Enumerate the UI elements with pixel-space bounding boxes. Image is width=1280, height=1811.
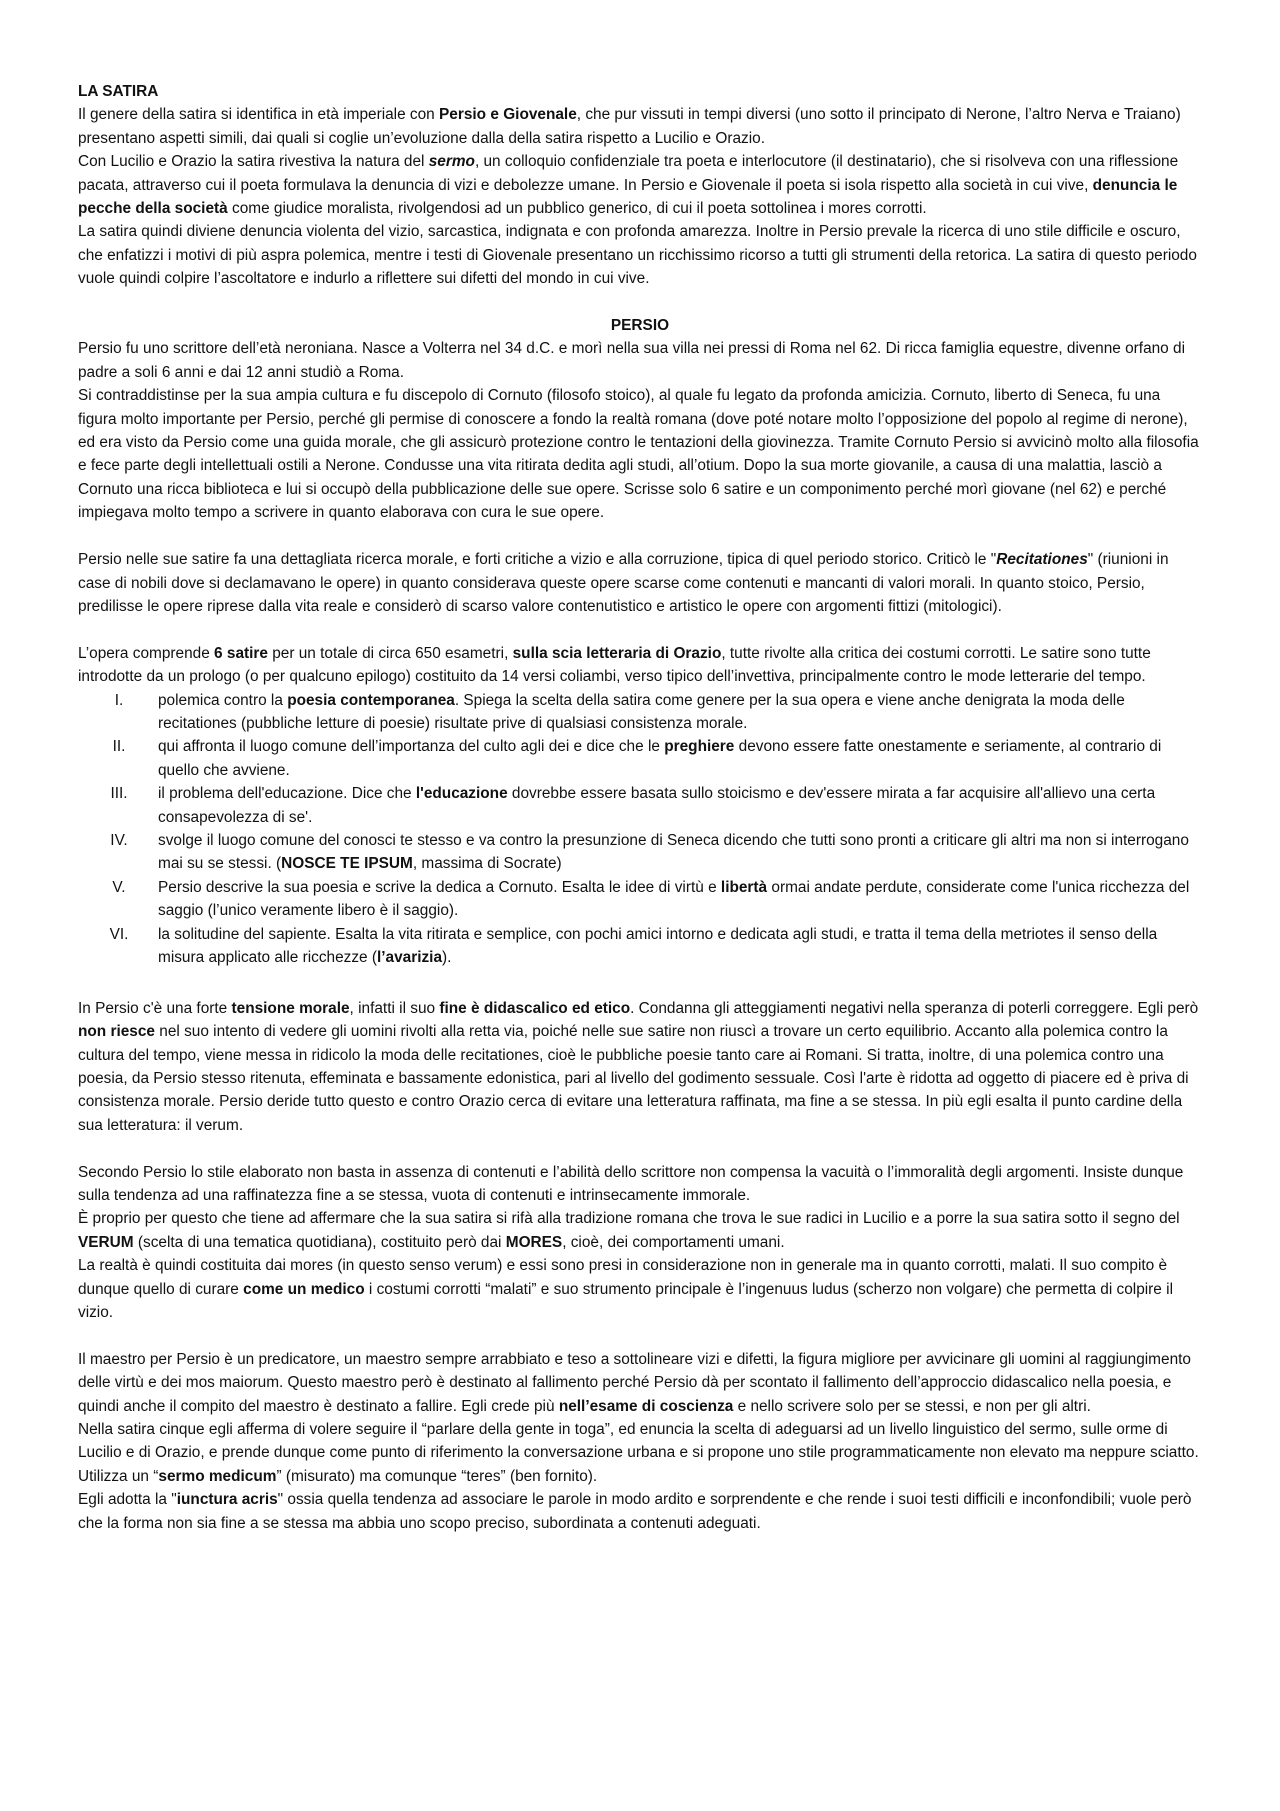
persio-paragraph-4: L’opera comprende 6 satire per un totale di circa 650 esametri, sulla scia letteraria di Orazio, tutte rivolte alla critica dei costumi corrotti. Le satire sono tutte introdotte da un prologo (o per qualcuno epilogo) costituito da 14 versi coliambi, verso tipico dell’invettiva, principalmente contro le mode letterarie del tempo. bbox=[78, 644, 1151, 686]
list-item: V. Persio descrive la sua poesia e scrive la dedica a Cornuto. Esalta le idee di virtù e libertà ormai andate perdute, considerate come l'unica ricchezza del saggio (l’unico veramente libero è il saggio). bbox=[112, 878, 1190, 920]
list-item: VI. la solitudine del sapiente. Esalta la vita ritirata e semplice, con pochi amici intorno e dedicata agli studi, e tratta il tema della metriotes il senso della misura applicato alle ricchezze (l’avarizia). bbox=[109, 925, 1158, 966]
persio-paragraph-6: Secondo Persio lo stile elaborato non basta in assenza di contenuti e l’abilità dello scrittore non compensa la vacuità o l’immoralità degli argomenti. Insiste dunque sulla tendenza ad una raffinatezza fine a se stessa, vuota di contenuti e intrinsecamente immorale. bbox=[78, 1163, 1184, 1205]
persio-paragraph-1: Persio fu uno scrittore dell’età neroniana. Nasce a Volterra nel 34 d.C. e morì nella sua villa nei pressi di Roma nel 62. Di ricca famiglia equestre, divenne orfano di padre a soli 6 anni e dai 12 anni studiò a Roma. bbox=[78, 340, 1185, 381]
list-item: III. il problema dell'educazione. Dice che l'educazione dovrebbe essere basata sullo stoicismo e dev'essere mirata a far acquisire all'allievo una certa consapevolezza di se'. bbox=[110, 785, 1156, 826]
section-title-satira: LA SATIRA bbox=[78, 83, 159, 100]
persio-paragraph-2: Si contraddistinse per la sua ampia cultura e fu discepolo di Cornuto (filosofo stoico), al quale fu legato da profonda amicizia. Cornuto, liberto di Seneca, fu una figura molto importante per Persio, perché gli permise di conoscere a fondo la realtà romana (dove poté notare molto l’opposizione del popolo al regime di nerone), ed era visto da Persio come una guida morale, che gli assicurò protezione contro le tentazioni della giovinezza. Tramite Cornuto Persio si avvicinò molto alla filosofia e fece parte degli intellettuali ostili a Nerone. Condusse una vita ritirata dedita agli studi, all’otium. Dopo la sua morte giovanile, a causa di una malattia, lasciò a Cornuto una ricca biblioteca e lui si occupò della pubblicazione delle sue opere. Scrisse solo 6 satire e un componimento perché morì giovane (nel 62) e perché impiegava molto tempo a scrivere in quanto elaborava con cura le sue opere. bbox=[78, 387, 1199, 522]
persio-paragraph-5: In Persio c'è una forte tensione morale, infatti il suo fine è didascalico ed etico. Condanna gli atteggiamenti negativi nella speranza di poterli correggere. Egli però non riesce nel suo intento di vedere gli uomini rivolti alla retta via, poiché nelle sue satire non riuscì a trovare un certo equilibrio. Accanto alla polemica contro la cultura del tempo, viene messa in ridicolo la moda delle recitationes, cioè le pubbliche poesie tanto care ai Romani. Si tratta, inoltre, di una polemica contro una poesia, da Persio stesso ritenuta, effeminata e bassamente edonistica, pari al livello del godimento sessuale. Così l'arte è ridotta ad oggetto di piacere ed è priva di consistenza morale. Persio deride tutto questo e contro Orazio cerca di evitare una letteratura raffinata, ma fine a se stessa. In più egli esalta il punto cardine della sua letteratura: il verum. bbox=[78, 999, 1199, 1134]
list-item: I. polemica contro la poesia contemporanea. Spiega la scelta della satira come genere per la sua opera e viene anche denigrata la moda delle recitationes (pubbliche letture di poesie) risultate prive di qualsiasi consistenza morale. bbox=[114, 691, 1125, 732]
satira-paragraph-1: Il genere della satira si identifica in età imperiale con Persio e Giovenale, che pur vissuti in tempi diversi (uno sotto il principato di Nerone, l’altro Nerva e Traiano) presentano aspetti simili, dai quali si coglie un’evoluzione dalla della satira rispetto a Lucilio e Orazio. bbox=[78, 106, 1181, 147]
persio-paragraph-10: Nella satira cinque egli afferma di volere seguire il “parlare della gente in toga”, ed enuncia la scelta di adeguarsi ad un livello linguistico del sermo, sulle orme di Lucilio e di Orazio, e prende dunque come punto di riferimento la conversazione urbana e si propone uno stile programmaticamente non elevato ma neppure sciatto. Utilizza un “sermo medicum” (misurato) ma comunque “teres” (ben fornito). bbox=[78, 1421, 1199, 1485]
satira-paragraph-2: Con Lucilio e Orazio la satira rivestiva la natura del sermo, un colloquio confidenziale tra poeta e interlocutore (il destinatario), che si risolveva con una riflessione pacata, attraverso cui il poeta formulava la denuncia di vizi e debolezze umane. In Persio e Giovenale il poeta si isola rispetto alla società in cui vive, denuncia le pecche della società come giudice moralista, rivolgendosi ad un pubblico generico, di cui il poeta sottolinea i mores corrotti. bbox=[78, 153, 1179, 218]
section-title-persio: PERSIO bbox=[610, 317, 670, 335]
persio-paragraph-7: È proprio per questo che tiene ad affermare che la sua satira si rifà alla tradizione romana che trova le sue radici in Lucilio e a porre la sua satira sotto il segno del VERUM (scelta di una tematica quotidiana), costituito però dai MORES, cioè, dei comportamenti umani. bbox=[78, 1210, 1180, 1251]
satire-list bbox=[78, 689, 1202, 970]
persio-paragraph-11: Egli adotta la "iunctura acris" ossia quella tendenza ad associare le parole in modo ardito e sorprendente e che rende i suoi testi difficili e inconfondibili; vuole però che la forma non sia fine a se stessa ma abbia uno scopo preciso, subordinata a contenuti adeguati. bbox=[78, 1491, 1192, 1532]
persio-paragraph-8: La realtà è quindi costituita dai mores (in questo senso verum) e essi sono presi in considerazione non in generale ma in quanto corrotti, malati. Il suo compito è dunque quello di curare come un medico i costumi corrotti “malati” e suo strumento principale è l’ingenuus ludus (scherzo non volgare) che permetta di colpire il vizio. bbox=[78, 1257, 1173, 1322]
satira-paragraph-3: La satira quindi diviene denuncia violenta del vizio, sarcastica, indignata e con profonda amarezza. Inoltre in Persio prevale la ricerca di uno stile difficile e oscuro, che enfatizzi i motivi di più aspra polemica, mentre i testi di Giovenale presentano un ricchissimo ricorso a tutti gli strumenti della retorica. La satira di questo periodo vuole quindi colpire l’ascoltatore e indurlo a riflettere sui difetti del mondo in cui vive. bbox=[78, 223, 1197, 288]
persio-paragraph-9: Il maestro per Persio è un predicatore, un maestro sempre arrabbiato e teso a sottolineare vizi e difetti, la figura migliore per avvicinare gli uomini al raggiungimento delle virtù e dei mos maiorum. Questo maestro però è destinato al fallimento perché Persio dà per scontato il fallimento dell’approccio didascalico nella poesia, e quindi anche il compito del maestro è destinato a fallire. Egli crede più nell’esame di coscienza e nello scrivere solo per se stessi, e non per gli altri. bbox=[78, 1350, 1191, 1415]
list-item: IV. svolge il luogo comune del conosci te stesso e va contro la presunzione di Seneca dicendo che tutti sono pronti a criticare gli altri ma non si interrogano mai su se stessi. (NOSCE TE IPSUM, massima di Socrate) bbox=[110, 831, 1189, 873]
persio-paragraph-3: Persio nelle sue satire fa una dettagliata ricerca morale, e forti critiche a vizio e alla corruzione, tipica di quel periodo storico. Criticò le "Recitationes" (riunioni in case di nobili dove si declamavano le opere) in quanto considerava queste opere scarse come contenuti e mancanti di valori morali. In quanto stoico, Persio, predilisse le opere riprese dalla vita reale e considerò di scarso valore contenutistico e artistico le opere con argomenti fittizi (mitologici). bbox=[78, 551, 1169, 615]
list-item: II. qui affronta il luogo comune dell’importanza del culto agli dei e dice che le preghiere devono essere fatte onestamente e seriamente, al contrario di quello che avviene. bbox=[112, 738, 1162, 779]
